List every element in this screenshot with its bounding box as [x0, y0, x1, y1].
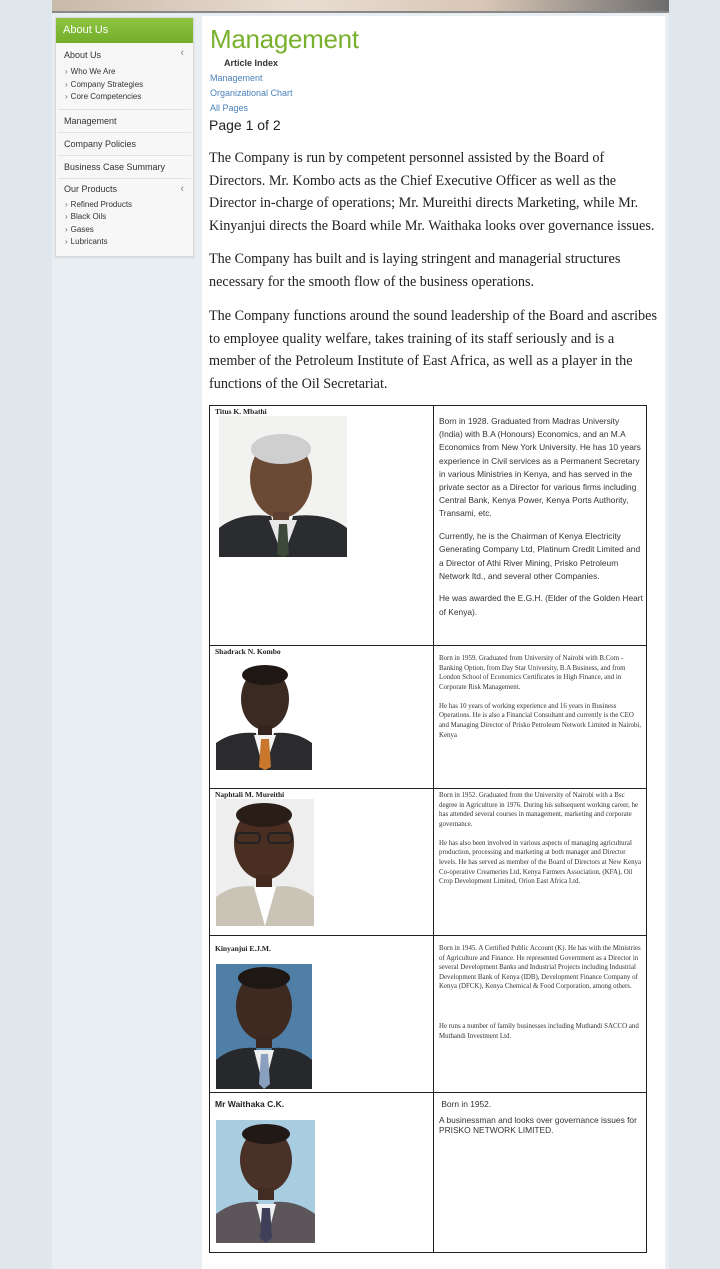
table-row: [210, 935, 647, 1092]
page-title: Management: [210, 24, 359, 54]
bio-description: Born in 1952. Graduated from the University of Nairobi with a Bsc degree in Agriculture in 1976. During his subsequent working career, he has attended several courses in management, marketing and corporate governance. He has also been involved in various aspects of managing agricultural production, processing and marketing at both manager and Director levels. He has served as member of the Board of Directors at New Kenya Co-operative Creameries Ltd, Kenya Farmers Association, (KFA), Oil Crop Development Limited, Orion East Africa Ltd.: [439, 792, 642, 886]
bio-name: Naphtali M. Mureithi: [215, 790, 285, 799]
bio-description: Born in 1952. A businessman and looks over governance issues for PRISKO NETWORK LIMITED.: [439, 1099, 637, 1136]
submenu-item-refined-products[interactable]: › Refined Products: [65, 199, 133, 209]
menu-item-our-products[interactable]: Our Products ‹: [56, 179, 193, 199]
bio-description: Born in 1945. A Certified Public Account (K). He has with the Ministries of Agriculture and Finance. He represented Government as a Director in several Development Banks and Industrial Projects including Industrial Development Bank of Kenya (IDB), Development Finance Company of Kenya (DFCK), Kenya Chemical & Food Corporation, among others. He runs a number of family businesses including Muthandi SACCO and Muthandi Investment Ltd.: [439, 945, 641, 1040]
portrait-photo: [219, 416, 347, 557]
chevron-right-icon: ›: [65, 237, 68, 246]
submenu-item-black-oils[interactable]: › Black Oils: [65, 212, 107, 221]
menu-item-about-us[interactable]: [56, 43, 193, 60]
chevron-right-icon: ›: [65, 92, 68, 101]
about-submenu: [56, 66, 193, 104]
portrait-photo: [216, 1120, 315, 1243]
portrait-photo: [216, 799, 314, 926]
chevron-right-icon: ›: [65, 199, 68, 209]
chevron-right-icon: ›: [65, 224, 68, 234]
main-content: [202, 16, 665, 1269]
menu-item-business-case-summary[interactable]: Business Case Summary: [64, 161, 166, 172]
chevron-right-icon: ›: [65, 212, 68, 221]
header-banner-strip: [52, 0, 669, 13]
submenu-item-who-we-are[interactable]: › Who We Are: [65, 67, 116, 76]
table-row: [210, 1092, 647, 1252]
bio-photo-cell: [210, 646, 434, 788]
index-link-all-pages[interactable]: All Pages: [210, 103, 249, 113]
index-link-organizational-chart[interactable]: Organizational Chart: [210, 88, 293, 98]
bio-description: Born in 1959. Graduated from University of Nairobi with B.Com - Banking Option, from Day Star University, B.A Business, and from London School of Economics Certificates in High Finance, and in Corporate Risk Management. He has 10 years of working experience and 16 years in Business Operations. He is also a Financial Consultant and currently is the CEO and Managing Director of Prisko Petroleum Network Limited in Nairobi, Kenya: [439, 655, 642, 739]
bio-photo-cell: [210, 789, 434, 935]
sidebar-menu: [55, 17, 194, 257]
bio-photo-cell: [210, 936, 434, 1092]
table-row: [210, 788, 647, 935]
menu-item-management[interactable]: Management: [64, 115, 117, 126]
submenu-item-gases[interactable]: › Gases: [65, 224, 94, 234]
menu-item-company-policies[interactable]: Company Policies: [64, 138, 137, 149]
bio-photo-cell: [210, 1093, 434, 1252]
table-row: [210, 406, 647, 645]
bio-photo-cell: [210, 406, 434, 645]
bio-name: Titus K. Mbathi: [215, 407, 267, 416]
intro-paragraph: The Company is run by competent personnel assisted by the Board of Directors. Mr. Kombo acts as the Chief Executive Officer as well as the Director in-charge of operations; Mr. Mureithi directs Marketing, while Mr. Kinyanjui directs the Board while Mr. Waithaka looks over governance issues.: [209, 150, 655, 234]
bio-description: Born in 1928. Graduated from Madras University (India) with B.A (Honours) Economics, and an M.A Economics from New York University. He has 10 years experience in Civil services as a Permanent Secretary in various Ministries in Kenya, and has served in the private sector as a Director for various firms including Central Bank, Kenya Power, Kenya Ports Authority, Transami, etc. Currently, he is the Chairman of Kenya Electricity Generating Company Ltd, Platinum Credit Limited and a Director of Athi River Mining, Prisko Petroleum Network ltd., and several other Companies. He was awarded the E.G.H. (Elder of the Golden Heart of Kenya).: [439, 416, 643, 617]
menu-item-label: About Us: [64, 50, 102, 60]
chevron-left-icon[interactable]: ‹: [180, 47, 184, 59]
portrait-photo: [216, 661, 312, 770]
chevron-right-icon: ›: [65, 67, 68, 76]
page-indicator: Page 1 of 2: [209, 117, 281, 133]
chevron-right-icon: ›: [65, 79, 68, 89]
structures-paragraph: The Company has built and is laying stringent and managerial structures necessary for the smooth flow of the business operations.: [209, 251, 621, 290]
index-link-management[interactable]: Management: [210, 73, 263, 83]
bio-name: Kinyanjui E.J.M.: [215, 944, 271, 953]
management-bio-table: [209, 405, 647, 1253]
table-row: [210, 645, 647, 788]
sidebar-header: About Us: [56, 18, 193, 43]
bio-name: Shadrack N. Kombo: [215, 647, 281, 656]
submenu-item-lubricants[interactable]: › Lubricants: [65, 237, 108, 246]
chevron-left-icon[interactable]: ‹: [180, 182, 184, 195]
portrait-photo: [216, 964, 312, 1089]
submenu-item-core-competencies[interactable]: › Core Competencies: [65, 92, 142, 101]
article-index-heading: Article Index: [224, 58, 279, 68]
submenu-item-company-strategies[interactable]: › Company Strategies: [65, 79, 144, 89]
bio-name: Mr Waithaka C.K.: [215, 1099, 285, 1109]
leadership-paragraph: The Company functions around the sound leadership of the Board and ascribes to employee quality welfare, takes training of its staff seriously and is a member of the Petroleum Institute of East Africa, as well as a player in the functions of the Oil Secretariat.: [209, 308, 657, 392]
products-submenu: [56, 199, 193, 249]
